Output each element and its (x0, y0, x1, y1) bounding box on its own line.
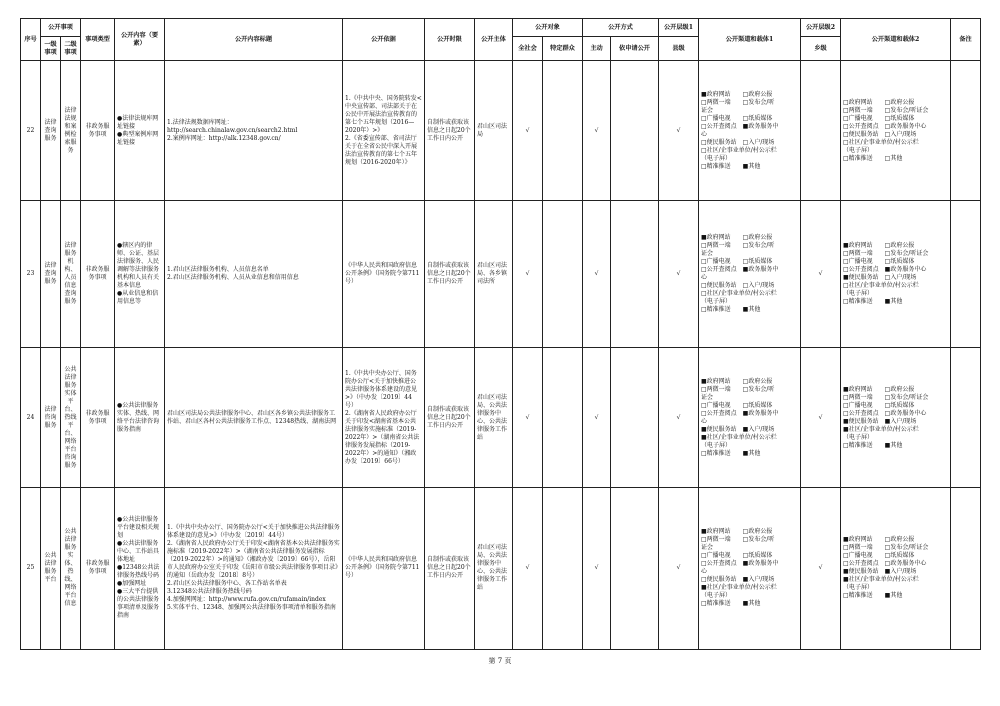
row-tier1-county: √ (659, 201, 699, 348)
row-method-apply (611, 201, 659, 348)
header-subject: 公开主体 (475, 19, 513, 61)
row-method-apply (611, 61, 659, 201)
header-basis: 公开依据 (343, 19, 425, 61)
header-type: 事项类型 (81, 19, 115, 61)
row-tier2-town (801, 61, 841, 201)
row-method-active: √ (583, 61, 611, 201)
row-title: 1.《中共中央办公厅、国务院办公厅<关于加快推进公共法律服务体系建设的意见>》（中办发〔2019〕44号） 2.《湖南省人民政府办公厅关于印发<湖南省基本公共法律服务实施标准（2019-2022年）>（湖南省公共法律服务发展指标（2019-2022年）>的通知》（湘政办发〔2019〕66号），岳阳市人民政府办公室关于印发《岳阳市市级公共法律服务事项目录》的通知（岳政办发〔2018〕8号） 2.君山区公共法律服务中心、各工作站名单表 3.12348公共法律服务热线号码 4.加强网网址：http://www.rufa.gov.cn/rufamain/index 5.实体平台、12348、加强网公共法律服务事项清单和服务指南 (165, 487, 343, 649)
row-tier1-county: √ (659, 487, 699, 649)
table-row (21, 201, 981, 348)
row-type: 非政务服务事项 (81, 487, 115, 649)
row-channel2: ■政府网站 □政府公报 □两微一端 □发布会/听证会 □广播电视 □纸质媒体 □公开查阅点 ■政务服务中心 ■便民服务站 □入户/现场 □社区/企事业单位/村公示栏 （电子屏） □精准推送 ■其他 (841, 201, 951, 348)
row-method-apply (611, 487, 659, 649)
row-content: ●公共法律服务平台建设相关规划 ●公共法律服务中心、工作站具体地址 ●12348公共法律服务热线号码 ●加强网址 ●三大平台提供的公共法律服务事项清单及服务指南 (115, 487, 165, 649)
header-tier1-county: 县级 (659, 37, 699, 61)
row-time: 自制作或获取该信息之日起20个工作日内公开 (425, 348, 475, 487)
row-subject: 君山区司法局、公共法律服务中心、公共法律服务工作站 (475, 348, 513, 487)
row-type: 非政务服务事项 (81, 61, 115, 201)
row-basis: 1.《中共中央办公厅、国务院办公厅<关于加快推进公共法律服务体系建设的意见>》（中办发〔2019〕44号） 2.《湖南省人民政府办公厅关于印发<湖南省基本公共法律服务实施标准（2019-2022年）>（湖南省公共法律服务发展指标（2019-2022年）>的通知》（湘政办发〔2019〕66号） (343, 348, 425, 487)
disclosure-table (20, 18, 981, 650)
row-channel2: ■政府网站 □政府公报 □两微一端 □发布会/听证会 □广播电视 □纸质媒体 □公开查阅点 □政务服务中心 ■便民服务站 ■入户/现场 ■社区/企事业单位/村公示栏 （电子屏） □精准推送 ■其他 (841, 348, 951, 487)
row-target-specific (543, 201, 583, 348)
header-item: 公开事项 (41, 19, 81, 37)
row-subject: 君山区司法局、各乡镇司法所 (475, 201, 513, 348)
header-title: 公开内容标题 (165, 19, 343, 61)
header-tier2: 公开层级2 (801, 19, 841, 37)
row-remark (951, 201, 981, 348)
page-number: 第 7 页 (488, 657, 512, 665)
row-channel1: ■政府网站 □政府公报 □两微一端 □发布会/听 证会 □广播电视 □纸质媒体 □公开查阅点 ■政务服务中 心 ■便民服务站 ■入户/现场 ■社区/企事业单位/村公示栏 （电子屏） □精准推送 ■其他 (699, 348, 801, 487)
row-tier1-county: √ (659, 61, 699, 201)
row-basis: 《中华人民共和国政府信息公开条例》（国务院令第711号） (343, 201, 425, 348)
header-channel2: 公开渠道和载体2 (841, 19, 951, 61)
row-level1: 法律咨询服务 (41, 348, 61, 487)
row-method-active: √ (583, 487, 611, 649)
header-method-apply: 依申请公开 (611, 37, 659, 61)
row-level2: 法律法规和案例检索服务 (61, 61, 81, 201)
row-level2: 公共法律服务实体、热线、网络平台信息 (61, 487, 81, 649)
header-channel1: 公开渠道和载体1 (699, 19, 801, 61)
header-content: 公开内容（要素） (115, 19, 165, 61)
row-level1: 公共法律服务平台 (41, 487, 61, 649)
header-method: 公开方式 (583, 19, 659, 37)
header-tier2-town: 乡级 (801, 37, 841, 61)
row-title: 1.法律法规数据库网址：http://search.chinalaw.gov.cn/search2.html 2.案例库网址：http://alk.12348.gov.cn/ (165, 61, 343, 201)
row-title: 1.君山区法律服务机构、人员信息名单 2.君山区法律服务机构、人员从业信息和信用信息 (165, 201, 343, 348)
header-method-active: 主动 (583, 37, 611, 61)
header-remark: 备注 (951, 19, 981, 61)
row-content: ●公共法律服务实体、热线、网络平台法律咨询服务指南 (115, 348, 165, 487)
row-channel1: ■政府网站 □政府公报 □两微一端 □发布会/听 证会 □广播电视 □纸质媒体 □公开查阅点 ■政务服务中 心 □便民服务站 □入户/现场 □社区/企事业单位/村公示栏 （电子屏） □精准推送 ■其他 (699, 201, 801, 348)
row-type: 非政务服务事项 (81, 348, 115, 487)
row-target-all: √ (513, 201, 543, 348)
row-subject: 君山区司法局 (475, 61, 513, 201)
row-method-apply (611, 348, 659, 487)
row-target-all: √ (513, 487, 543, 649)
header-target-specific: 特定群众 (543, 37, 583, 61)
row-method-active: √ (583, 348, 611, 487)
row-channel2: □政府网站 □政府公报 □两微一端 □发布会/听证会 □广播电视 □纸质媒体 □公开查阅点 □政务服务中心 □便民服务站 □入户/现场 □社区/企事业单位/村公示栏 （电子屏） □精准推送 □其他 (841, 61, 951, 201)
row-subject: 君山区司法局、公共法律服务中心、公共法律服务工作站 (475, 487, 513, 649)
row-type: 非政务服务事项 (81, 201, 115, 348)
row-channel1: ■政府网站 □政府公报 □两微一端 □发布会/听 证会 □广播电视 □纸质媒体 □公开查阅点 ■政务服务中 心 □便民服务站 □入户/现场 □社区/企事业单位/村公示栏 （电子屏） □精准推送 ■其他 (699, 61, 801, 201)
row-time: 自制作或获取该信息之日起20个工作日内公开 (425, 487, 475, 649)
row-time: 自制作或获取该信息之日起20个工作日内公开 (425, 201, 475, 348)
header-target-all: 全社会 (513, 37, 543, 61)
row-target-specific (543, 348, 583, 487)
row-remark (951, 61, 981, 201)
row-content: ●辖区内的律师、公证、基层法律服务、人民调解等法律服务机构和人员有关基本信息 ●从业信息和信用信息等 (115, 201, 165, 348)
row-basis: 1.《中共中央、国务院转发<中央宣传部、司法部关于在公民中开展法治宣传教育的第七个五年规划（2016—2020年）>》 2.《省委宣传部、省司法厅关于在全省公民中深入开展法治宣传教育的第七个五年规划（2016-2020年）》 (343, 61, 425, 201)
row-level1: 法律查询服务 (41, 201, 61, 348)
row-seq: 25 (21, 487, 41, 649)
row-seq: 24 (21, 348, 41, 487)
row-tier1-county: √ (659, 348, 699, 487)
row-tier2-town: √ (801, 348, 841, 487)
row-target-specific (543, 61, 583, 201)
row-tier2-town: √ (801, 201, 841, 348)
table-row (21, 348, 981, 487)
row-channel1: ■政府网站 □政府公报 □两微一端 □发布会/听 证会 □广播电视 □纸质媒体 □公开查阅点 ■政务服务中 心 □便民服务站 ■入户/现场 ■社区/企事业单位/村公示栏 （电子屏） □精准推送 ■其他 (699, 487, 801, 649)
header-tier1: 公开层级1 (659, 19, 699, 37)
row-target-all: √ (513, 348, 543, 487)
row-content: ●法律法规库网址链接 ●典型案例库网址链接 (115, 61, 165, 201)
header-target: 公开对象 (513, 19, 583, 37)
table-row (21, 487, 981, 649)
header-time: 公开时限 (425, 19, 475, 61)
row-title: 君山区司法局公共法律服务中心、君山区各乡镇公共法律服务工作站、君山区各村公共法律服务工作点、12348热线、湖南法网 (165, 348, 343, 487)
header-level2: 二级事项 (61, 37, 81, 61)
row-level1: 法律查询服务 (41, 61, 61, 201)
row-level2: 法律服务机构、人员信息查询服务 (61, 201, 81, 348)
table-row (21, 61, 981, 201)
row-level2: 公共法律服务实体平台、热线平台、网络平台咨询服务 (61, 348, 81, 487)
header-level1: 一级事项 (41, 37, 61, 61)
row-channel2: ■政府网站 □政府公报 □两微一端 □发布会/听证会 □广播电视 □纸质媒体 □公开查阅点 □政务服务中心 ■便民服务站 ■入户/现场 ■社区/企事业单位/村公示栏 （电子屏） □精准推送 ■其他 (841, 487, 951, 649)
row-remark (951, 348, 981, 487)
row-target-specific (543, 487, 583, 649)
row-target-all: √ (513, 61, 543, 201)
header-seq: 序号 (21, 19, 41, 61)
row-seq: 23 (21, 201, 41, 348)
row-tier2-town: √ (801, 487, 841, 649)
row-basis: 《中华人民共和国政府信息公开条例》（国务院令第711号） (343, 487, 425, 649)
row-remark (951, 487, 981, 649)
row-method-active: √ (583, 201, 611, 348)
row-seq: 22 (21, 61, 41, 201)
row-time: 自制作或获取该信息之日起20个工作日内公开 (425, 61, 475, 201)
